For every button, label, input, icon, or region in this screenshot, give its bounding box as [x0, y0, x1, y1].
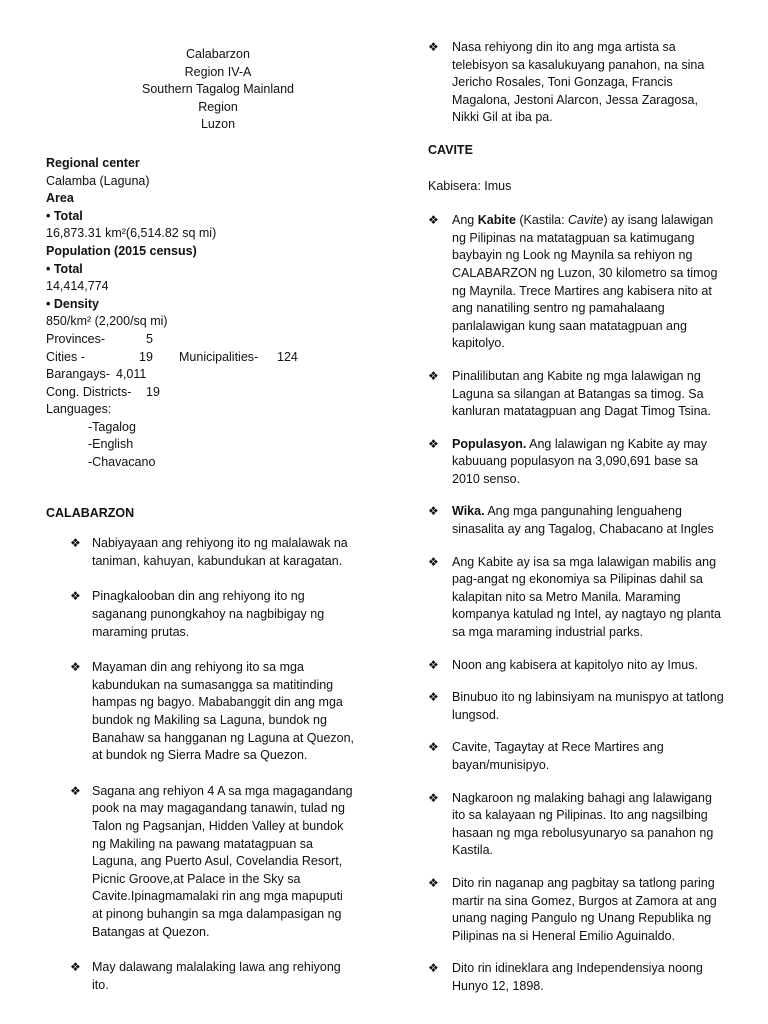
districts-label: Cong. Districts- [46, 384, 132, 399]
districts-row [46, 384, 356, 402]
list-item-text: Binubuo ito ng labinsiyam na munispyo at tatlong lungsod. [452, 690, 724, 722]
list-item-text: Ang Kabite ay isa sa mga lalawigan mabilis ang pag-angat ng ekonomiya sa Pilipinas dahil sa kalapitan nito sa Metro Manila. Maraming kompanya katulad ng Intel, ay nagtayo ng planta sa mga maraming industrial parks. [452, 554, 721, 640]
diamond-bullet-icon: ❖ [428, 213, 439, 228]
list-item-text: Mayaman din ang rehiyong ito sa mga kabundukan na sumasangga sa matitinding hampas ng bagyo. Mababanggit din ang mga bundok ng Makiling sa Laguna, bundok ng Banahaw sa hangganan ng Laguna at Quezon, at bundok ng Sierra Madre sa Quezon. [92, 660, 355, 763]
kastila-note: (Kastila: [515, 213, 569, 228]
intro-ang: Ang [452, 213, 478, 228]
list-item [428, 212, 728, 353]
regional-center-label: Regional center [46, 155, 140, 170]
list-item [428, 554, 728, 642]
diamond-bullet-icon: ❖ [70, 783, 81, 798]
calabarzon-heading: CALABARZON [46, 505, 135, 520]
diamond-bullet-icon: ❖ [428, 740, 439, 755]
region-title-block [32, 46, 404, 134]
diamond-bullet-icon: ❖ [428, 790, 439, 805]
cities-value: 19 [139, 349, 153, 364]
list-item [46, 588, 356, 641]
diamond-bullet-icon: ❖ [428, 436, 439, 451]
list-item [46, 535, 356, 570]
list-item [46, 783, 356, 941]
diamond-bullet-icon: ❖ [428, 40, 439, 54]
cavite-italic: Cavite [568, 213, 604, 228]
list-item-text: May dalawang malalaking lawa ang rehiyong ito. [92, 960, 341, 992]
cavite-capital: Kabisera: Imus [428, 178, 512, 193]
list-item-text: Sagana ang rehiyon 4 A sa mga magagandang pook na may magagandang tanawin, tulad ng Talon ng Pagsanjan, Hidden Valley at bundok ng Makiling na pawang matatagpuan sa Laguna, ang Puerto Asul, Covelandia Resort, Picnic Groove,at Palace in the Sky sa Cavite.Ipinagmamalaki rin ang mga mapuputi at pinong buhangin sa mga dalampasigan ng Batangas at Quezon. [92, 783, 353, 939]
title-line: Region IV-A [184, 64, 252, 79]
right-column [428, 0, 728, 1011]
density-value: 850/km² (2,200/sq mi) [46, 314, 168, 329]
cavite-list [428, 212, 728, 995]
kabite-term: Kabite [477, 213, 516, 228]
municipalities-label: Municipalities- [179, 349, 259, 364]
cavite-heading: CAVITE [428, 142, 473, 157]
population-total-value: 14,414,774 [46, 279, 109, 294]
population-term: Populasyon. [452, 436, 527, 451]
artists-list [428, 39, 728, 127]
list-item-text: Cavite, Tagaytay at Rece Martires ang bayan/munisipyo. [452, 740, 664, 772]
calabarzon-list [46, 535, 356, 994]
districts-value: 19 [146, 384, 160, 399]
population-label: Population (2015 census) [46, 243, 197, 258]
diamond-bullet-icon: ❖ [70, 589, 81, 604]
population-total-label: • Total [46, 261, 83, 276]
area-total-label: • Total [46, 208, 83, 223]
list-item-text: Nasa rehiyong din ito ang mga artista sa telebisyon sa kasalukuyang panahon, na sina Jericho Rosales, Toni Gonzaga, Francis Magalona, Jestoni Alarcon, Jessa Zaragosa, Nikki Gil at iba pa. [452, 40, 705, 125]
diamond-bullet-icon: ❖ [428, 657, 439, 672]
barangays-row [46, 366, 356, 384]
language-item: -Tagalog [88, 419, 136, 434]
wika-term: Wika. [452, 504, 485, 519]
list-item-text: Pinagkalooban din ang rehiyong ito ng saganang punongkahoy na nagbibigay ng maraming prutas. [92, 589, 325, 639]
diamond-bullet-icon: ❖ [428, 504, 439, 519]
list-item-text: Nabiyayaan ang rehiyong ito ng malalawak na taniman, kahuyan, kabundukan at karagatan. [92, 536, 348, 568]
diamond-bullet-icon: ❖ [428, 961, 439, 976]
list-item-text: Nagkaroon ng malaking bahagi ang lalawigang ito sa kalayaan ng Pilipinas. Ito ang nagsilbing hasaan ng mga rebolusyunaryo sa panahon ng Kastila. [452, 790, 714, 858]
list-item [428, 960, 728, 995]
list-item [46, 959, 356, 994]
list-item-text: Pinalilibutan ang Kabite ng mga lalawigan ng Laguna sa silangan at Batangas sa timog. Sa kanluran matatagpuan ang Dagat Timog Tsina. [452, 368, 711, 419]
diamond-bullet-icon: ❖ [428, 368, 439, 383]
diamond-bullet-icon: ❖ [70, 660, 81, 675]
left-column [46, 0, 356, 1012]
area-label: Area [46, 191, 74, 206]
diamond-bullet-icon: ❖ [70, 960, 81, 975]
list-item [428, 689, 728, 724]
language-item: -English [88, 437, 134, 452]
cities-row [46, 349, 356, 367]
area-total-value: 16,873.31 km²(6,514.82 sq mi) [46, 226, 217, 241]
intro-rest: ) ay isang lalawigan ng Pilipinas na matatagpuan sa katimugang baybayin ng Look ng Maynila sa rehiyon ng CALABARZON ng Luzon, 30 kilometro sa timog ng Maynila. Trece Martires ang kabisera nito at ang nanatiling sentro ng pamahalaang panlalawigan kung saan matatagpuan ang kapitolyo. [452, 213, 718, 351]
barangays-label: Barangays- [46, 367, 110, 382]
list-item [428, 657, 728, 675]
density-label: • Density [46, 296, 100, 311]
list-item-text: Ang mga pangunahing lenguaheng sinasalita ay ang Tagalog, Chabacano at Ingles [452, 504, 714, 537]
list-item [428, 39, 728, 127]
title-line: Calabarzon [186, 47, 250, 61]
diamond-bullet-icon: ❖ [428, 690, 439, 705]
list-item [428, 503, 728, 538]
diamond-bullet-icon: ❖ [70, 536, 81, 551]
diamond-bullet-icon: ❖ [428, 875, 439, 890]
provinces-label: Provinces- [46, 331, 106, 346]
provinces-row [46, 331, 356, 349]
list-item-text: Ang lalawigan ng Kabite ay may kabuuang populasyon na 3,090,691 base sa 2010 senso. [452, 436, 707, 486]
provinces-value: 5 [146, 331, 153, 346]
title-line: Southern Tagalog Mainland [142, 82, 294, 97]
regional-center-value: Calamba (Laguna) [46, 173, 150, 188]
list-item [428, 875, 728, 945]
barangays-value: 4,011 [116, 367, 147, 382]
list-item [428, 739, 728, 774]
languages-label: Languages: [46, 402, 112, 417]
list-item [428, 436, 728, 489]
list-item [46, 659, 356, 765]
list-item-text: Dito rin naganap ang pagbitay sa tatlong paring martir na sina Gomez, Burgos at Zamora at ang unang naging Pangulo ng Unang Republika ng Pilipinas na si Heneral Emilio Aguinaldo. [452, 875, 717, 943]
title-line: Region [198, 99, 238, 114]
region-facts [46, 155, 356, 472]
list-item-text: Dito rin idineklara ang Independensiya noong Hunyo 12, 1898. [452, 961, 703, 993]
cities-label: Cities - [46, 349, 85, 364]
title-line: Luzon [200, 117, 236, 132]
list-item [428, 368, 728, 421]
list-item-text: Noon ang kabisera at kapitolyo nito ay Imus. [452, 657, 698, 672]
municipalities-value: 124 [277, 349, 298, 364]
language-item: -Chavacano [88, 455, 156, 470]
list-item [428, 790, 728, 860]
diamond-bullet-icon: ❖ [428, 554, 439, 569]
